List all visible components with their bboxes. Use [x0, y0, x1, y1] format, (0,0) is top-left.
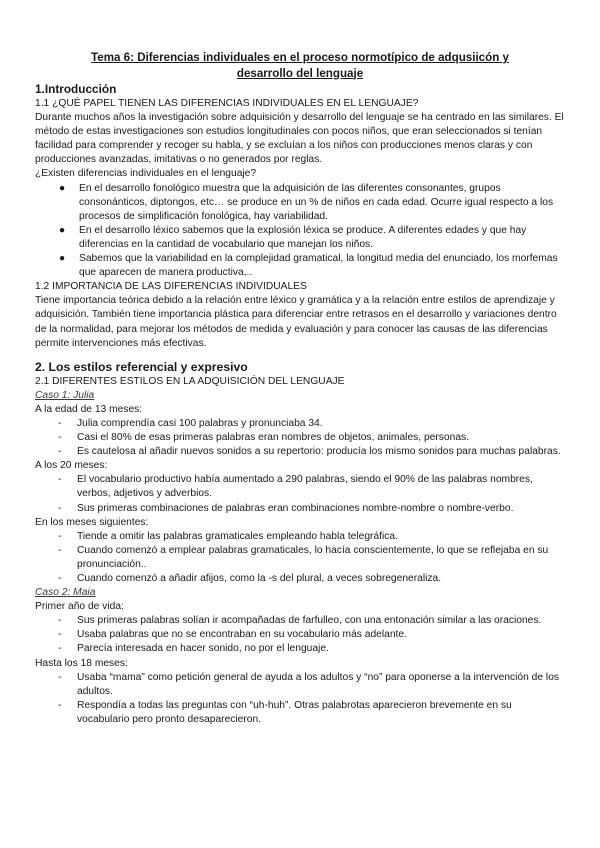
- dash-icon: -: [58, 573, 62, 584]
- list-item-text: Sus primeras palabras solían ir acompañadas de farfulleo, con una entonación similar a las oraciones.: [77, 615, 542, 627]
- subsection-1-2-heading: 1.2 IMPORTANCIA DE LAS DIFERENCIAS INDIVIDUALES: [35, 281, 307, 293]
- document-title: Tema 6: Diferencias individuales en el proceso normotípico de adqusiicón y desarrollo del lenguaje: [91, 51, 509, 80]
- list-item: [35, 502, 567, 516]
- list-item-text: Julia comprendía casi 100 palabras y pronunciaba 34.: [77, 417, 323, 429]
- list-item-text: En el desarrollo fonológico muestra que la adquisición de las diferentes consonantes, grupos consonánticos, diptongos, etc… se produce en un % de niños en cada edad. Ocurre igual respecto a los procesos de simplificación fonológica, hay variabilidad.: [79, 182, 554, 222]
- list-item-text: Tiende a omitir las palabras gramaticales empleando habla telegráfica.: [77, 530, 398, 542]
- list-item-text: Respondía a todas las preguntas con “uh-huh”. Otras palabrotas aparecieron brevemente en su vocabulario pero pronto desaparecieron.: [77, 699, 512, 725]
- dash-icon: -: [58, 699, 62, 711]
- bullet-icon: ●: [59, 224, 66, 236]
- subsection-1-1-heading: 1.1 ¿QUÉ PAPEL TIENEN LAS DIFERENCIAS INDIVIDUALES EN EL LENGUAJE?: [35, 98, 419, 109]
- dash-list: [35, 417, 567, 459]
- dash-icon: -: [58, 615, 62, 627]
- list-item: [35, 614, 567, 628]
- list-item: [35, 628, 567, 642]
- list-item: [35, 431, 567, 445]
- dash-icon: -: [58, 629, 62, 641]
- dash-icon: -: [58, 502, 62, 514]
- bullet-icon: ●: [59, 182, 66, 194]
- list-item-text: Casi el 80% de esas primeras palabras eran nombres de objetos, animales, personas.: [77, 432, 469, 444]
- list-item: [35, 642, 567, 656]
- dash-list: [35, 473, 567, 515]
- section-1-heading: 1.Introducción: [35, 82, 117, 96]
- list-item: [35, 544, 567, 572]
- dash-icon: -: [58, 530, 62, 542]
- dash-icon: -: [58, 432, 62, 444]
- bullet-icon: ●: [59, 253, 66, 265]
- list-item-text: Usaba “mama” como petición general de ayuda a los adultos y “no” para oponerse a la intervención de los adultos.: [77, 671, 560, 697]
- case-1-following-months: En los meses siguientes:: [35, 516, 149, 528]
- dash-icon: -: [58, 643, 62, 655]
- case-2-first-year: Primer año de vida:: [35, 601, 124, 613]
- dash-icon: -: [58, 446, 62, 458]
- bullet-list: [35, 182, 567, 281]
- dash-icon: -: [58, 544, 62, 556]
- dash-list: [35, 671, 567, 727]
- section-2-heading: 2. Los estilos referencial y expresivo: [35, 359, 248, 374]
- list-item-text: Sus primeras combinaciones de palabras eran combinaciones nombre-nombre o nombre-verbo.: [77, 502, 514, 514]
- dash-icon: -: [58, 417, 62, 429]
- dash-icon: -: [58, 474, 62, 486]
- list-item: [35, 445, 567, 459]
- list-item-text: Sabemos que la variabilidad en la complejidad gramatical, la longitud media del enunciado, los morfemas que aparecen de manera productiva,..: [79, 253, 558, 279]
- subsection-2-1-heading: 2.1 DIFERENTES ESTILOS EN LA ADQUISICIÓN DEL LENGUAJE: [35, 375, 345, 387]
- case-1-age-20-months: A los 20 meses:: [35, 460, 108, 472]
- list-item-text: Es cautelosa al añadir nuevos sonidos a su repertorio: producía los mismo sonidos para muchas palabras.: [77, 446, 561, 458]
- list-item-text: En el desarrollo léxico sabemos que la explosión léxica se produce. A diferentes edades y que hay diferencias en la cantidad de vocabulario que manejan los niños.: [79, 224, 527, 250]
- list-item-text: Parecía interesada en hacer sonido, no por el lenguaje.: [77, 643, 329, 655]
- dash-list: [35, 614, 567, 656]
- case-1-age-13-months: A la edad de 13 meses:: [35, 403, 143, 415]
- case-1-label: Caso 1: Julia: [35, 389, 95, 401]
- dash-list: [35, 530, 567, 586]
- list-item-text: Cuando comenzó a añadir afijos, como la -s del plural, a veces sobregeneraliza.: [77, 573, 442, 584]
- list-item: [35, 182, 567, 224]
- paragraph-1-1: Durante muchos años la investigación sobre adquisición y desarrollo del lenguaje se ha centrado en las similares. El método de estas investigaciones son estudios longitudinales con pocos niños, que eran seleccionados si tenían facilidad para comprender y recoger su habla, y se excluían a los niños con producciones menos claras y con producciones avanzadas, imitativas o no generados por reglas.: [35, 112, 564, 166]
- list-item-text: El vocabulario productivo había aumentado a 290 palabras, siendo el 90% de las palabras nombres, verbos, adjetivos y adverbios.: [77, 474, 533, 500]
- case-2-label: Caso 2: Maia: [35, 587, 96, 599]
- list-item: [35, 417, 567, 431]
- list-item: [35, 224, 567, 252]
- case-2-until-18-months: Hasta los 18 meses:: [35, 657, 128, 669]
- paragraph-1-2: Tiene importancia teórica debido a la relación entre léxico y gramática y a la relación entre estilos de aprendizaje y adquisición. También tiene importancia plástica para diferenciar entre retrasos en el desarrollo y variaciones dentro de la normalidad, para mejorar los métodos de medida y evaluación y para conocer las causas de las diferencias permite intervenciones más efectivas.: [35, 295, 557, 349]
- list-item: [35, 699, 567, 727]
- dash-icon: -: [58, 671, 62, 683]
- document-body: [35, 82, 567, 727]
- list-item: [35, 530, 567, 544]
- list-item: [35, 252, 567, 280]
- list-item: [35, 473, 567, 501]
- list-item-text: Usaba palabras que no se encontraban en su vocabulario más adelante.: [77, 629, 407, 641]
- list-item: [35, 572, 567, 586]
- question-line: ¿Existen diferencias individuales en el lenguaje?: [35, 168, 257, 180]
- list-item-text: Cuando comenzó a emplear palabras gramaticales, lo hacía conscientemente, lo que se reflejaba en su pronunciación..: [77, 544, 549, 570]
- list-item: [35, 671, 567, 699]
